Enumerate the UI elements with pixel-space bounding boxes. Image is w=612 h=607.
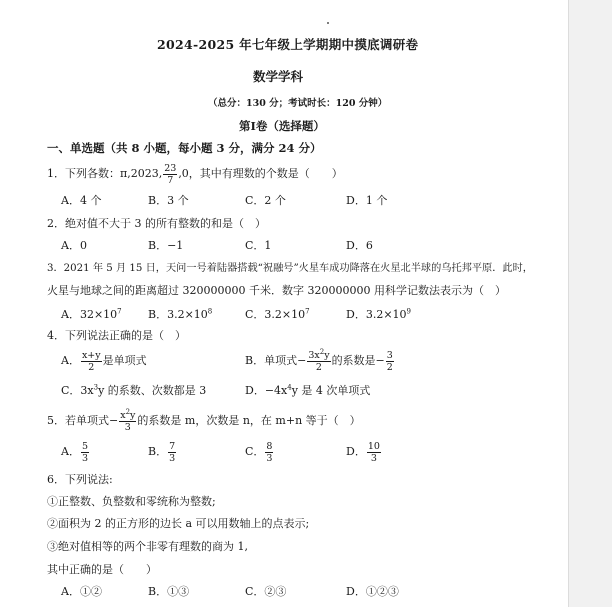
- q4-option-a: [61, 348, 147, 374]
- q5-a-fraction: [81, 441, 89, 464]
- q5-d-label: D．: [346, 445, 366, 458]
- q5-b-label: B．: [148, 445, 168, 458]
- q5-num-base: x: [120, 409, 126, 421]
- q4-b-num-base: 3x: [308, 349, 320, 361]
- q5-frac-den: 3: [124, 421, 131, 433]
- subject-title: 数学学科: [253, 69, 304, 84]
- q5-c-fraction: [265, 441, 273, 464]
- q5-a-den: 3: [81, 452, 88, 464]
- q3-opt-a-exp: 7: [117, 307, 122, 316]
- q3-opt-c-exp: 7: [305, 307, 310, 316]
- q4-b-fraction: [307, 347, 330, 373]
- question-3-line-2: 火星与地球之间的距离超过 320000000 千米．数字 320000000 用科学记数法表示为（ ）: [47, 284, 506, 297]
- q3-opt-b-exp: 8: [207, 307, 213, 316]
- q5-b-den: 3: [169, 452, 176, 464]
- q6-option-a: A．①②: [61, 585, 102, 598]
- q1-option-d: D．1 个: [346, 194, 388, 207]
- q2-option-b: B．−1: [148, 239, 184, 252]
- q3-option-d: [346, 308, 411, 322]
- q2-option-c: C．1: [245, 239, 272, 252]
- q4-b-text-2: 的系数是−: [331, 354, 385, 367]
- q5-d-den: 3: [370, 452, 377, 464]
- q1-option-a: A．4 个: [61, 194, 102, 207]
- q4-a-fraction: [81, 350, 102, 373]
- q5-stem-b: 的系数是 m，次数是 n，在 m+n 等于（ ）: [137, 414, 361, 427]
- q5-c-label: C．: [245, 445, 265, 458]
- q4-a-frac-den: 2: [88, 361, 95, 373]
- q6-option-c: C．②③: [245, 585, 287, 598]
- question-4-stem: 4．下列说法正确的是（ ）: [47, 329, 186, 342]
- exam-title: 2024-2025 年七年级上学期期中摸底调研卷: [157, 37, 419, 52]
- question-1-stem: [47, 161, 343, 187]
- q5-fraction: [119, 407, 136, 433]
- q3-opt-c-text: C．3.2×10: [245, 308, 306, 321]
- q6-statement-2: ②面积为 2 的正方形的边长 a 可以用数轴上的点表示;: [47, 517, 310, 530]
- q3-opt-a-text: A．32×10: [61, 308, 118, 321]
- q4-a-label: A．: [61, 354, 80, 367]
- q5-d-num: 10: [367, 440, 380, 452]
- q5-a-label: A．: [61, 445, 80, 458]
- q5-c-den: 3: [266, 452, 273, 464]
- q4-c-text-2: y 的系数、次数都是 3: [98, 384, 207, 397]
- q4-b-num-tail: y: [324, 349, 330, 361]
- q4-b-frac-den: 2: [315, 361, 322, 373]
- q1-frac-den: 7: [167, 174, 174, 186]
- q5-option-b: [148, 439, 177, 465]
- q3-opt-d-text: D．3.2×10: [346, 308, 407, 321]
- q1-option-c: C．2 个: [245, 194, 286, 207]
- q5-option-a: [61, 439, 90, 465]
- q6-option-b: B．①③: [148, 585, 190, 598]
- q3-option-c: [245, 308, 310, 322]
- q5-a-num: 5: [81, 440, 88, 452]
- q1-frac-num: 23: [164, 162, 177, 174]
- q4-option-d: [245, 384, 370, 398]
- q6-statement-3: ③绝对值相等的两个非零有理数的商为 1,: [47, 540, 248, 553]
- q3-option-b: [148, 308, 212, 322]
- q5-option-c: [245, 439, 274, 465]
- question-5-stem: [47, 408, 361, 434]
- section-heading: 一、单选题（共 8 小题，每小题 3 分，满分 24 分）: [47, 141, 322, 155]
- q2-option-d: D．6: [346, 239, 373, 252]
- q4-d-exp: 4: [287, 383, 292, 392]
- q4-b-frac-num: [307, 347, 330, 362]
- q3-option-a: [61, 308, 122, 322]
- q6-statement-1: ①正整数、负整数和零统称为整数;: [47, 495, 216, 508]
- q6-prompt: 其中正确的是（ ）: [47, 563, 157, 576]
- q5-num-tail: y: [130, 409, 136, 421]
- q4-d-text-2: y 是 4 次单项式: [291, 384, 371, 397]
- q4-option-b: [245, 348, 395, 374]
- q4-d-text-1: D．−4x: [245, 384, 288, 397]
- q3-opt-d-exp: 9: [406, 307, 411, 316]
- volume-title: 第Ⅰ卷（选择题）: [239, 119, 325, 133]
- q5-num-exp: 2: [125, 407, 131, 416]
- q4-a-text: 是单项式: [102, 354, 147, 367]
- q5-b-fraction: [168, 441, 176, 464]
- q4-b-text-1: B．单项式−: [245, 354, 307, 367]
- q2-option-a: A．0: [61, 239, 87, 252]
- viewer-gutter: [568, 0, 612, 607]
- q5-frac-num: [119, 407, 136, 422]
- q5-b-num: 7: [169, 440, 176, 452]
- page-dot-mark: [327, 22, 329, 24]
- q1-option-b: B．3 个: [148, 194, 189, 207]
- q4-b-val-num: 3: [386, 349, 393, 361]
- q4-a-frac-num: x+y: [81, 349, 101, 361]
- question-2-stem: 2．绝对值不大于 3 的所有整数的和是（ ）: [47, 217, 266, 230]
- question-6-stem: 6．下列说法:: [47, 473, 113, 486]
- q1-stem-part-b: ,0，其中有理数的个数是（ ）: [178, 167, 343, 180]
- q1-fraction: [163, 163, 177, 186]
- exam-info: （总分：130 分；考试时长：120 分钟）: [208, 98, 388, 109]
- q4-c-exp: 3: [93, 383, 99, 392]
- q4-b-value-fraction: [386, 350, 394, 373]
- q1-stem-part-a: 1．下列各数：π,2023,: [47, 167, 163, 180]
- q5-c-num: 8: [266, 440, 273, 452]
- q4-b-val-den: 2: [386, 361, 393, 373]
- q4-c-text-1: C．3x: [61, 384, 94, 397]
- q5-stem-a: 5．若单项式−: [47, 414, 119, 427]
- q5-option-d: [346, 439, 382, 465]
- q5-d-fraction: [367, 441, 381, 464]
- question-3-line-1: 3．2021 年 5 月 15 日，天问一号着陆器搭载“祝融号”火星车成功降落在火星北半球的乌托邦平原．此时，: [47, 263, 533, 274]
- q4-b-num-exp: 2: [319, 347, 325, 356]
- q4-option-c: [61, 384, 206, 398]
- q6-option-d: D．①②③: [346, 585, 399, 598]
- q3-opt-b-text: B．3.2×10: [148, 308, 208, 321]
